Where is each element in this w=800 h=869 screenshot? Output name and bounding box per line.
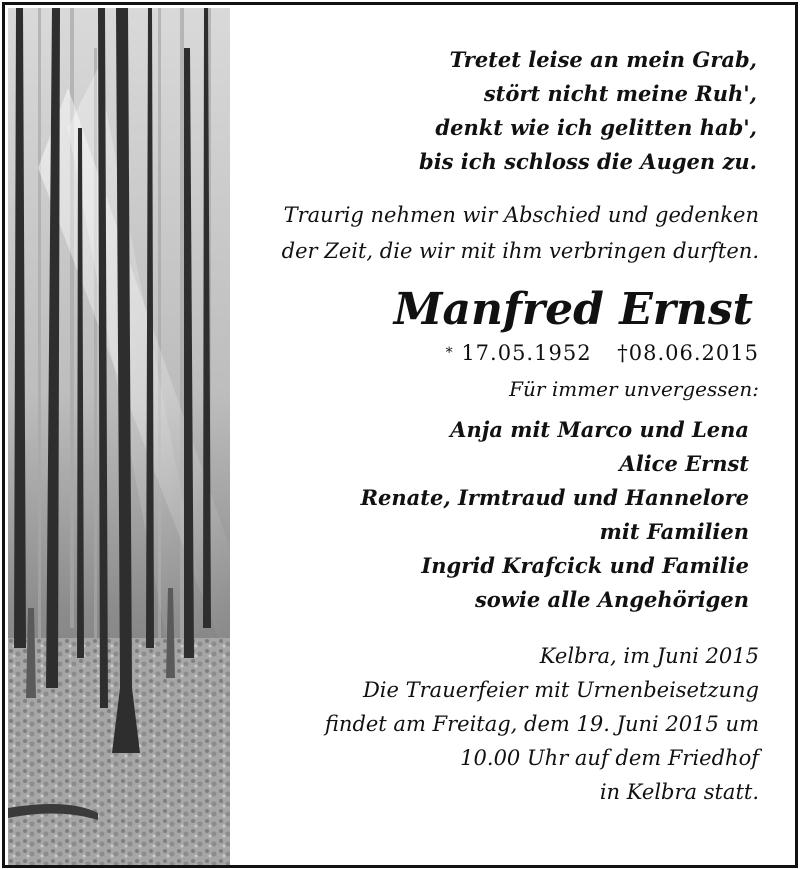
poem-line: stört nicht meine Ruh', bbox=[483, 81, 757, 106]
poem-line: Tretet leise an mein Grab, bbox=[449, 47, 757, 72]
birth-date: 17.05.1952 bbox=[461, 341, 592, 365]
service-line: findet am Freitag, dem 19. Juni 2015 um bbox=[324, 712, 759, 736]
service-info bbox=[229, 673, 759, 809]
forest-photo bbox=[8, 8, 230, 866]
birth-symbol: * bbox=[445, 345, 454, 361]
intro-line: der Zeit, die wir mit ihm verbringen durften. bbox=[281, 239, 759, 263]
deceased-name: Manfred Ernst bbox=[393, 284, 753, 335]
death-symbol: † bbox=[617, 341, 629, 365]
obituary-notice bbox=[2, 2, 798, 868]
death-date: 08.06.2015 bbox=[628, 341, 759, 365]
life-dates bbox=[229, 339, 759, 367]
mourner-line: mit Familien bbox=[599, 519, 749, 544]
intro-line: Traurig nehmen wir Abschied und gedenken bbox=[283, 203, 759, 227]
forest-image bbox=[8, 8, 230, 866]
mourner-line: Anja mit Marco und Lena bbox=[450, 417, 749, 442]
poem bbox=[229, 43, 759, 179]
intro-text bbox=[229, 197, 759, 269]
mourner-line: Ingrid Krafcick und Familie bbox=[421, 553, 749, 578]
poem-line: bis ich schloss die Augen zu. bbox=[419, 149, 757, 174]
mourner-line: Alice Ernst bbox=[619, 451, 749, 476]
service-line: in Kelbra statt. bbox=[599, 780, 759, 804]
forever-text: Für immer unvergessen: bbox=[509, 377, 759, 401]
notice-text bbox=[229, 5, 759, 809]
service-line: 10.00 Uhr auf dem Friedhof bbox=[460, 746, 759, 770]
place-date: Kelbra, im Juni 2015 bbox=[539, 644, 759, 668]
poem-line: denkt wie ich gelitten hab', bbox=[435, 115, 757, 140]
mourners-list bbox=[229, 413, 759, 617]
service-line: Die Trauerfeier mit Urnenbeisetzung bbox=[362, 678, 759, 702]
mourner-line: sowie alle Angehörigen bbox=[474, 587, 749, 612]
mourner-line: Renate, Irmtraud und Hannelore bbox=[360, 485, 749, 510]
